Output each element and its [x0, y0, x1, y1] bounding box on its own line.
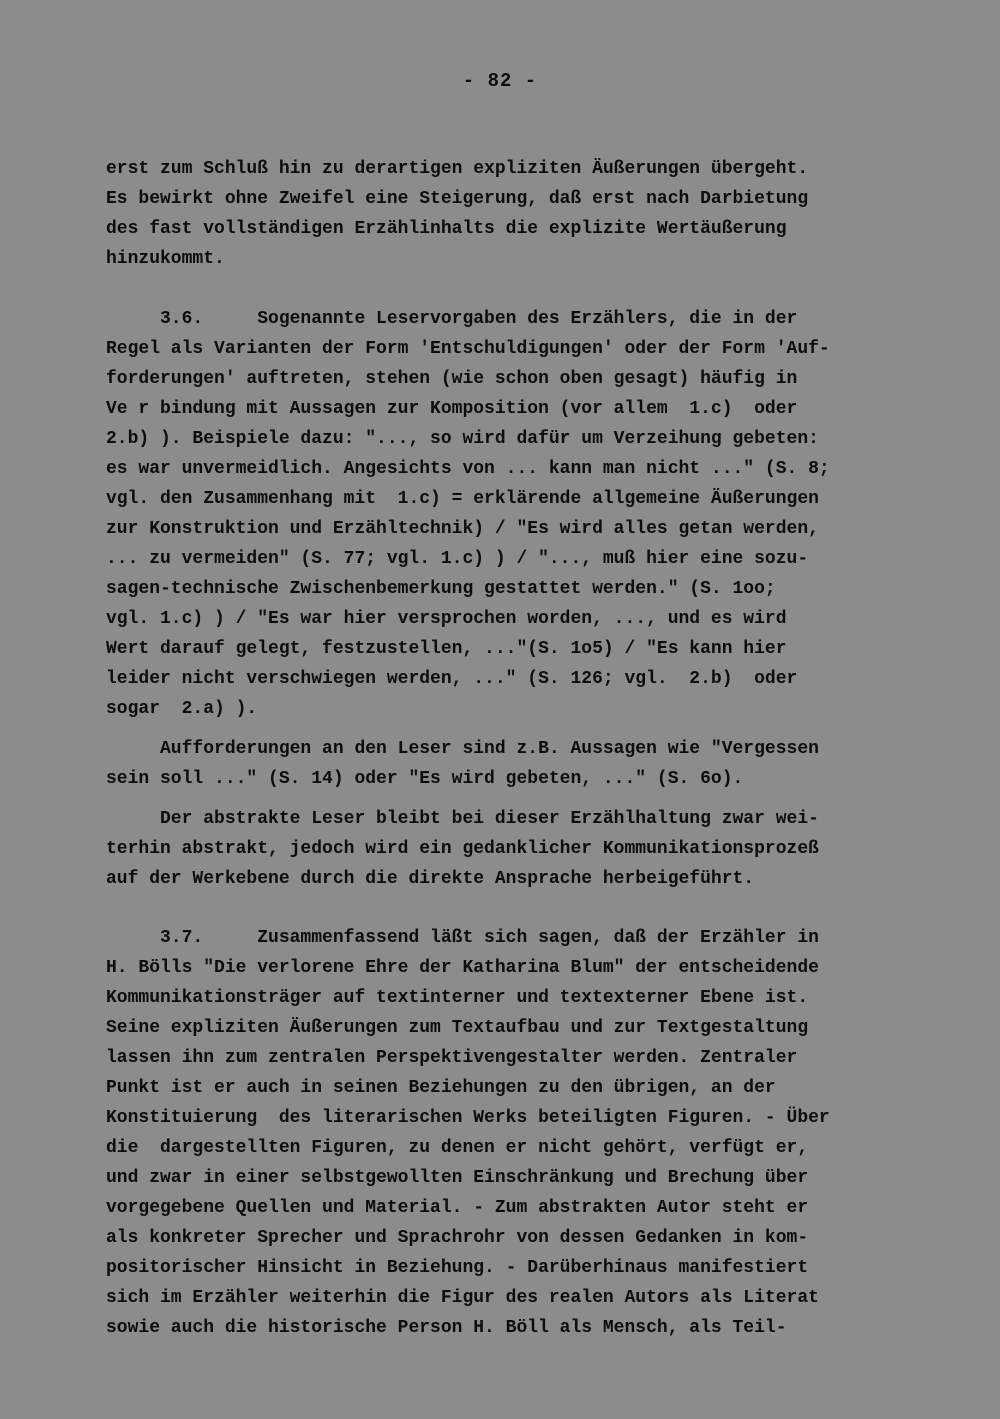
- text-line: Ve r bindung mit Aussagen zur Komposition (vor allem 1.c) oder: [106, 399, 798, 419]
- text-line: Es bewirkt ohne Zweifel eine Steigerung, daß erst nach Darbietung: [106, 189, 809, 209]
- text-line: als konkreter Sprecher und Sprachrohr von dessen Gedanken in kom-: [106, 1228, 809, 1248]
- text-line: positorischer Hinsicht in Beziehung. - Darüberhinaus manifestiert: [106, 1258, 809, 1278]
- text-line: Wert darauf gelegt, festzustellen, ..."(S. 1o5) / "Es kann hier: [106, 639, 787, 659]
- text-line: leider nicht verschwiegen werden, ..." (S. 126; vgl. 2.b) oder: [106, 669, 798, 689]
- page-number: - 82 -: [462, 70, 538, 92]
- text-line: erst zum Schluß hin zu derartigen expliziten Äußerungen übergeht.: [106, 159, 809, 179]
- text-line: Konstituierung des literarischen Werks beteiligten Figuren. - Über: [106, 1108, 830, 1128]
- text-line: auf der Werkebene durch die direkte Ansprache herbeigeführt.: [106, 869, 755, 889]
- text-line: hinzukommt.: [106, 249, 225, 269]
- text-line: vgl. den Zusammenhang mit 1.c) = erklärende allgemeine Äußerungen: [106, 489, 819, 509]
- text-line: 3.7. Zusammenfassend läßt sich sagen, daß der Erzähler in: [106, 928, 819, 948]
- text-line: Seine expliziten Äußerungen zum Textaufbau und zur Textgestaltung: [106, 1018, 809, 1038]
- text-line: Punkt ist er auch in seinen Beziehungen zu den übrigen, an der: [106, 1078, 776, 1098]
- text-line: sowie auch die historische Person H. Böll als Mensch, als Teil-: [106, 1318, 787, 1338]
- text-line: 2.b) ). Beispiele dazu: "..., so wird dafür um Verzeihung gebeten:: [106, 429, 819, 449]
- text-line: zur Konstruktion und Erzähltechnik) / "Es wird alles getan werden,: [106, 519, 819, 539]
- text-line: lassen ihn zum zentralen Perspektivengestalter werden. Zentraler: [106, 1048, 798, 1068]
- text-line: Regel als Varianten der Form 'Entschuldigungen' oder der Form 'Auf-: [106, 339, 830, 359]
- text-line: sein soll ..." (S. 14) oder "Es wird gebeten, ..." (S. 6o).: [106, 769, 744, 789]
- text-line: sogar 2.a) ).: [106, 699, 258, 719]
- text-line: vorgegebene Quellen und Material. - Zum abstrakten Autor steht er: [106, 1198, 809, 1218]
- text-line: forderungen' auftreten, stehen (wie schon oben gesagt) häufig in: [106, 369, 798, 389]
- text-line: des fast vollständigen Erzählinhalts die explizite Wertäußerung: [106, 219, 787, 239]
- text-line: es war unvermeidlich. Angesichts von ... kann man nicht ..." (S. 8;: [106, 459, 830, 479]
- text-line: terhin abstrakt, jedoch wird ein gedanklicher Kommunikationsprozeß: [106, 839, 819, 859]
- text-line: vgl. 1.c) ) / "Es war hier versprochen worden, ..., und es wird: [106, 609, 787, 629]
- text-line: und zwar in einer selbstgewollten Einschränkung und Brechung über: [106, 1168, 809, 1188]
- text-line: 3.6. Sogenannte Leservorgaben des Erzählers, die in der: [106, 309, 798, 329]
- text-line: Kommunikationsträger auf textinterner und textexterner Ebene ist.: [106, 988, 809, 1008]
- text-line: Aufforderungen an den Leser sind z.B. Aussagen wie "Vergessen: [106, 739, 819, 759]
- text-line: sagen-technische Zwischenbemerkung gestattet werden." (S. 1oo;: [106, 579, 776, 599]
- text-line: sich im Erzähler weiterhin die Figur des realen Autors als Literat: [106, 1288, 819, 1308]
- text-line: H. Bölls "Die verlorene Ehre der Katharina Blum" der entscheidende: [106, 958, 819, 978]
- text-line: die dargestellten Figuren, zu denen er nicht gehört, verfügt er,: [106, 1138, 809, 1158]
- text-line: ... zu vermeiden" (S. 77; vgl. 1.c) ) / "..., muß hier eine sozu-: [106, 549, 809, 569]
- text-line: Der abstrakte Leser bleibt bei dieser Erzählhaltung zwar wei-: [106, 809, 819, 829]
